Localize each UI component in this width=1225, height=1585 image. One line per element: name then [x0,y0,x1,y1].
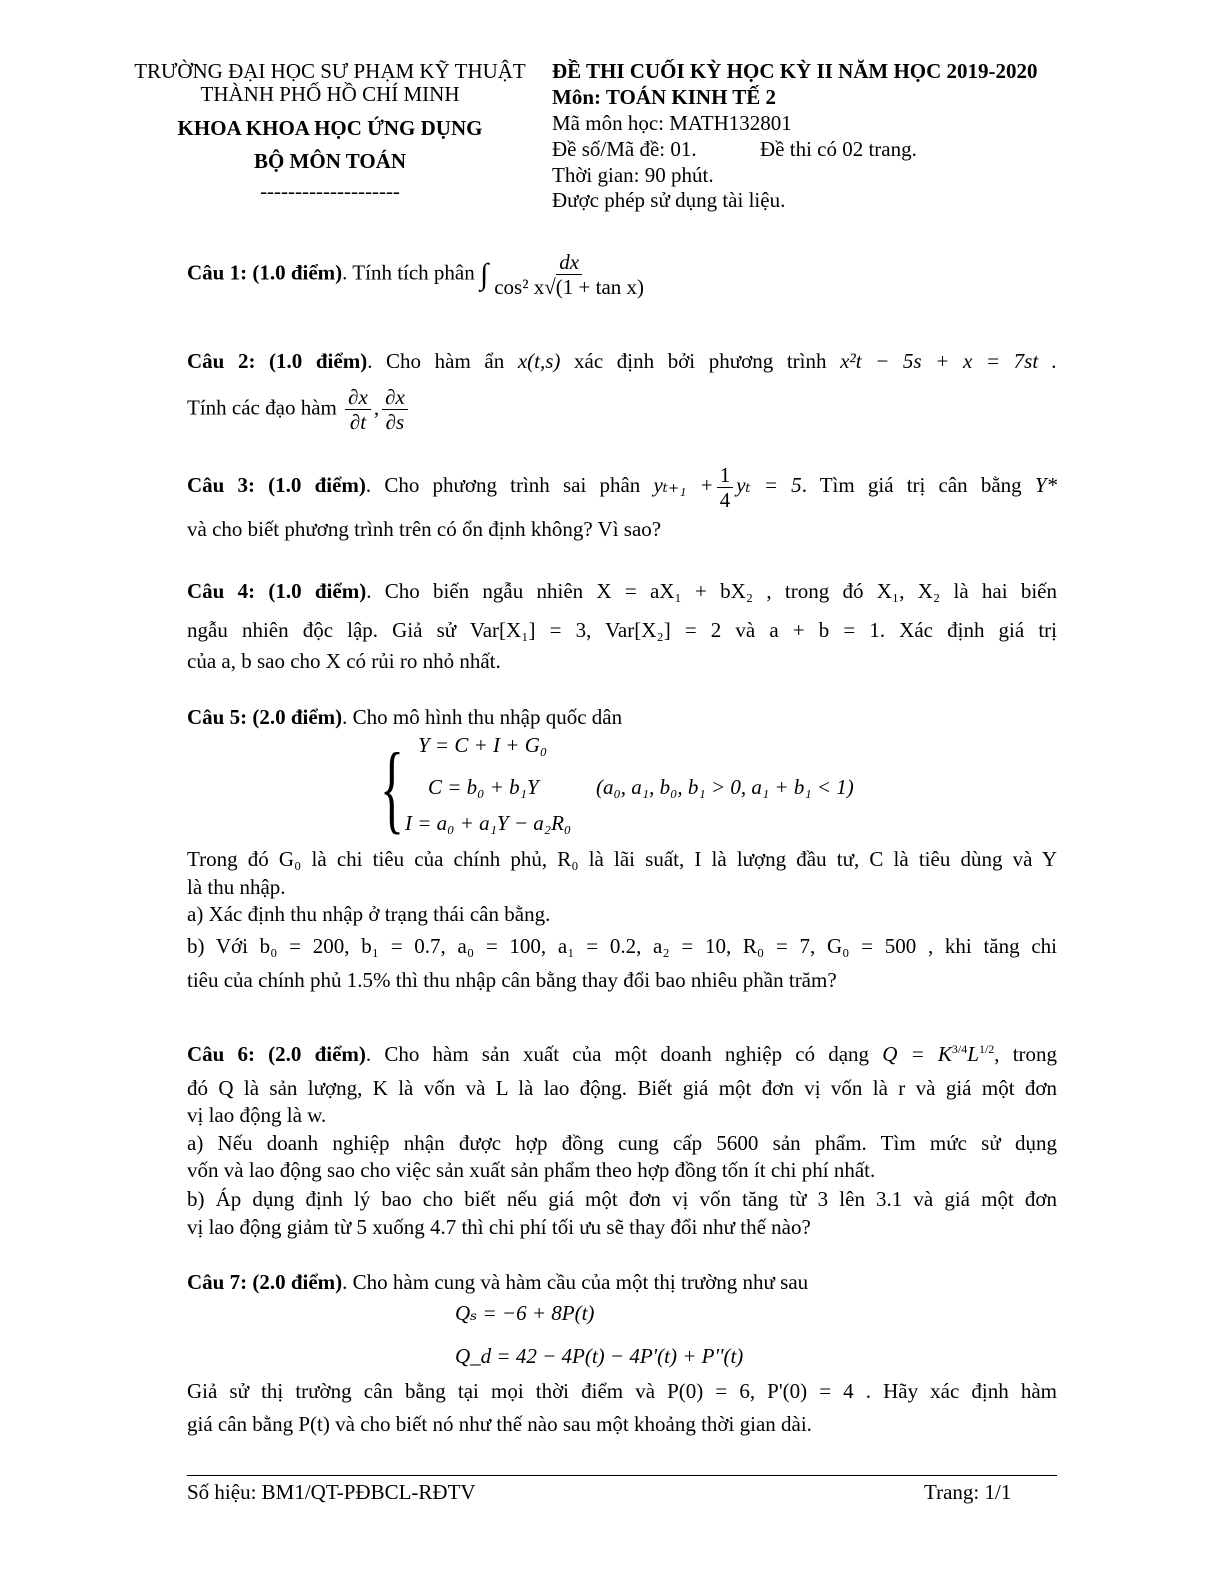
question-label: Câu 7: (2.0 điểm) [187,1270,343,1294]
materials-note: Được phép sử dụng tài liệu. [552,188,786,212]
math-equation: Q_d = 42 − 4P(t) − 4P'(t) + P''(t) [455,1344,744,1368]
course-code: Mã môn học: MATH132801 [552,111,792,135]
question-text: . Cho phương trình sai phân [365,473,641,497]
math-equation: Q = K [882,1042,952,1066]
footer-page-number: Trang: 1/1 [924,1480,1012,1504]
subject: Môn: TOÁN KINH TẾ 2 [552,85,777,109]
system-brace: { [380,732,404,843]
fraction-denominator: ∂s [385,410,405,435]
question-text: Giả sử thị trường cân bằng tại mọi thời điểm và P(0) = 6, P'(0) = 4 . Hãy xác định hàm [187,1379,1057,1403]
question-text: . Tính tích phân [342,260,475,285]
question-label: Câu 6: (2.0 điểm) [187,1042,366,1066]
question-text: là thu nhập. [187,875,286,899]
question-5 [187,706,1057,729]
math-symbol: Y* [1034,473,1058,497]
math-equation: I = a₀ + a₁Y − a₂R₀ [405,811,572,835]
question-text: tiêu của chính phủ 1.5% thì thu nhập cân bằng thay đổi bao nhiêu phần trăm? [187,968,837,992]
header-divider: -------------------- [260,179,400,203]
integral-sign: ∫ [480,258,489,292]
question-text: vị lao động giảm từ 5 xuống 4.7 thì chi phí tối ưu sẽ thay đổi như thế nào? [187,1215,811,1239]
question-text: ngẫu nhiên độc lập. Giả sử Var[X₁] = 3, Var[X₂] = 2 và a + b = 1. Xác định giá trị [187,618,1057,642]
question-text: . Cho mô hình thu nhập quốc dân [342,705,623,729]
question-text: , trong [994,1042,1058,1066]
fraction-numerator: dx [556,250,582,275]
faculty-name: KHOA KHOA HỌC ỨNG DỤNG [177,116,483,140]
question-text: . Cho hàm ẩn [367,349,505,373]
duration: Thời gian: 90 phút. [552,163,714,187]
question-label: Câu 2: (1.0 điểm) [187,349,368,373]
page-count: Đề thi có 02 trang. [760,137,917,161]
question-text: của a, b sao cho X có rủi ro nhỏ nhất. [187,649,501,673]
math-equation: Y = C + I + G₀ [418,733,548,757]
math-equation: C = b₀ + b₁Y [428,775,539,799]
question-text: b) Với b₀ = 200, b₁ = 0.7, a₀ = 100, a₁ = 0.2, a₂ = 10, R₀ = 7, G₀ = 500 , khi tăng chi [187,934,1057,958]
question-1 [187,250,650,299]
question-label: Câu 3: (1.0 điểm) [187,473,366,497]
question-7 [187,1271,1057,1294]
question-text: a) Xác định thu nhập ở trạng thái cân bằng. [187,902,551,926]
question-text: . Tìm giá trị cân bằng [801,473,1022,497]
exam-code: Đề số/Mã đề: 01. [552,137,697,161]
question-text: giá cân bằng P(t) và cho biết nó như thế nào sau một khoảng thời gian dài. [187,1412,812,1436]
question-4 [187,580,1057,603]
exam-title: ĐỀ THI CUỐI KỲ HỌC KỲ II NĂM HỌC 2019-2020 [552,59,1038,83]
question-text: b) Áp dụng định lý bao cho biết nếu giá một đơn vị vốn tăng từ 3 lên 3.1 và giá một đơn [187,1187,1057,1211]
question-text: . Cho hàm sản xuất của một doanh nghiệp có dạng [365,1042,870,1066]
fraction-denominator: 4 [719,487,731,512]
question-text: xác định bởi phương trình [574,349,827,373]
fraction-numerator: 1 [717,463,734,488]
math-condition: (a₀, a₁, b₀, b₁ > 0, a₁ + b₁ < 1) [596,775,854,799]
math-equation: Qₛ = −6 + 8P(t) [455,1301,595,1325]
question-text: và cho biết phương trình trên có ổn định không? Vì sao? [187,517,662,541]
fraction-denominator: cos² x√(1 + tan x) [494,275,645,300]
question-2 [187,350,1057,373]
exponent: 1/2 [978,1042,995,1056]
footer-rule [187,1475,1057,1476]
question-text: . Cho biến ngẫu nhiên X = aX₁ + bX₂ , trong đó X₁, X₂ là hai biến [366,579,1057,603]
question-3 [187,455,1057,515]
school-name-line2: THÀNH PHỐ HỒ CHÍ MINH [200,82,460,106]
fraction-numerator: ∂x [345,385,371,410]
math-symbol: L [967,1042,979,1066]
footer-form-code: Số hiệu: BM1/QT-PĐBCL-RĐTV [187,1480,476,1504]
question-label: Câu 1: (1.0 điểm) [187,260,343,285]
question-text: . Cho hàm cung và hàm cầu của một thị trường như sau [342,1270,809,1294]
question-label: Câu 4: (1.0 điểm) [187,579,367,603]
question-text: Tính các đạo hàm [187,395,337,420]
question-6 [187,1043,1057,1066]
question-text: Trong đó G₀ là chi tiêu của chính phủ, R₀ là lãi suất, I là lượng đầu tư, C là tiêu dùng và Y [187,847,1057,871]
question-text: đó Q là sản lượng, K là vốn và L là lao động. Biết giá một đơn vị vốn là r và giá một đơn [187,1076,1057,1100]
question-text: vốn và lao động sao cho việc sản xuất sản phẩm theo hợp đồng tốn ít chi phí nhất. [187,1158,876,1182]
fraction-denominator: ∂t [349,410,367,435]
question-text: vị lao động là w. [187,1103,327,1127]
fraction-numerator: ∂x [382,385,408,410]
math-function: x(t,s) [517,349,561,373]
school-name-line1: TRƯỜNG ĐẠI HỌC SƯ PHẠM KỸ THUẬT [134,59,526,83]
math-equation: x²t − 5s + x = 7st . [840,349,1058,373]
math-equation: yₜ = 5 [736,473,802,497]
exponent: 3/4 [951,1042,968,1056]
question-2-derivatives: Tính các đạo hàm $\frac{\partial x}{\partial t}$ , $\frac{\partial x}{\partial s}$ [187,385,411,434]
question-text: a) Nếu doanh nghiệp nhận được hợp đồng cung cấp 5600 sản phẩm. Tìm mức sử dụng [187,1131,1057,1155]
math-equation: yₜ₊₁ + [653,473,714,497]
question-label: Câu 5: (2.0 điểm) [187,705,343,729]
department-name: BỘ MÔN TOÁN [253,149,407,173]
